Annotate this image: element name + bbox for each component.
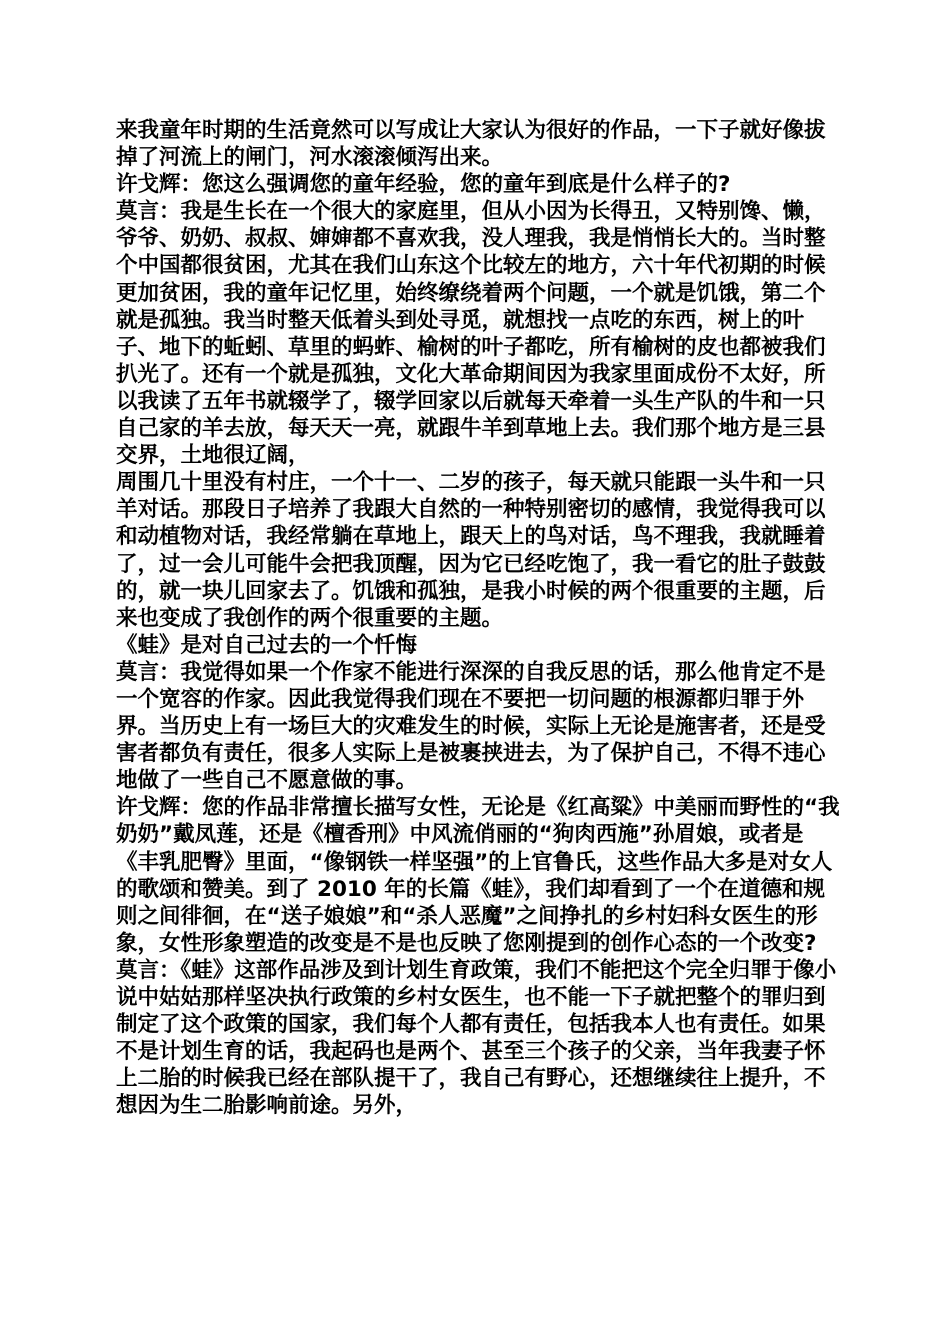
article-body — [116, 117, 846, 1119]
section-heading: 《蛙》是对自己过去的一个忏悔 — [116, 632, 418, 658]
paragraph-childhood-conclusion: 来我童年时期的生活竟然可以写成让大家认为很好的作品，一下子就好像拔掉了河流上的闸门，河水滚滚倾泻出来。 — [116, 118, 826, 171]
paragraph-answer-frog: 莫言：《蛙》这部作品涉及到计划生育政策，我们不能把这个完全归罪于像小说中姑姑那样坚决执行政策的乡村女医生，也不能一下子就把整个的罪归到制定了这个政策的国家，我们每个人都有责任，包括我本人也有责任。如果不是计划生育的话，我起码也是两个、甚至三个孩子的父亲，当年我妻子怀上二胎的时候我已经在部队提干了，我自己有野心，还想继续往上提升，不想因为生二胎影响前途。另外， — [116, 957, 837, 1119]
paragraph-talking-with-animals: 周围几十里没有村庄，一个十一、二岁的孩子，每天就只能跟一头牛和一只羊对话。那段日子培养了我跟大自然的一种特别密切的感情，我觉得我可以和动植物对话，我经常躺在草地上，跟天上的鸟对话，鸟不理我，我就睡着了，过一会儿可能牛会把我顶醒，因为它已经吃饱了，我一看它的肚子鼓鼓的，就一块儿回家去了。饥饿和孤独，是我小时候的两个很重要的主题，后来也变成了我创作的两个很重要的主题。 — [116, 470, 826, 631]
paragraph-self-reflection: 莫言：我觉得如果一个作家不能进行深深的自我反思的话，那么他肯定不是一个宽容的作家。因此我觉得我们现在不要把一切问题的根源都归罪于外界。当历史上有一场巨大的灾难发生的时候，实际上无论是施害者，还是受害者都负有责任，很多人实际上是被裹挟进去，为了保护自己，不得不违心地做了一些自己不愿意做的事。 — [116, 659, 826, 794]
paragraph-question-female-characters: 许戈辉：您的作品非常擅长描写女性，无论是《红高粱》中美丽而野性的“我奶奶”戴凤莲，还是《檀香刑》中风流俏丽的“狗肉西施”孙眉娘，或者是《丰乳肥臀》里面，“像钢铁一样坚强”的上官鲁氏，这些作品大多是对女人的歌颂和赞美。到了 2010 年的长篇《蛙》，我们却看到了一个在道德和规则之间徘徊，在“送子娘娘”和“杀人恶魔”之间挣扎的乡村妇科女医生的形象，女性形象塑造的改变是不是也反映了您刚提到的创作心态的一个改变? — [116, 795, 840, 956]
paragraph-answer-hunger-loneliness: 莫言：我是生长在一个很大的家庭里，但从小因为长得丑，又特别馋、懒，爷爷、奶奶、叔叔、婶婶都不喜欢我，没人理我，我是悄悄长大的。当时整个中国都很贫困，尤其在我们山东这个比较左的地方，六十年代初期的时候更加贫困，我的童年记忆里，始终缭绕着两个问题，一个就是饥饿，第二个就是孤独。我当时整天低着头到处寻觅，就想找一点吃的东西，树上的叶子、地下的蚯蚓、草里的蚂蚱、榆树的叶子都吃，所有榆树的皮也都被我们扒光了。还有一个就是孤独，文化大革命期间因为我家里面成份不太好，所以我读了五年书就辍学了，辍学回家以后就每天牵着一头生产队的牛和一只自己家的羊去放，每天天一亮，就跟牛羊到草地上去。我们那个地方是三县交界，土地很辽阔， — [116, 199, 826, 469]
paragraph-question-childhood: 许戈辉：您这么强调您的童年经验，您的童年到底是什么样子的? — [116, 172, 731, 198]
